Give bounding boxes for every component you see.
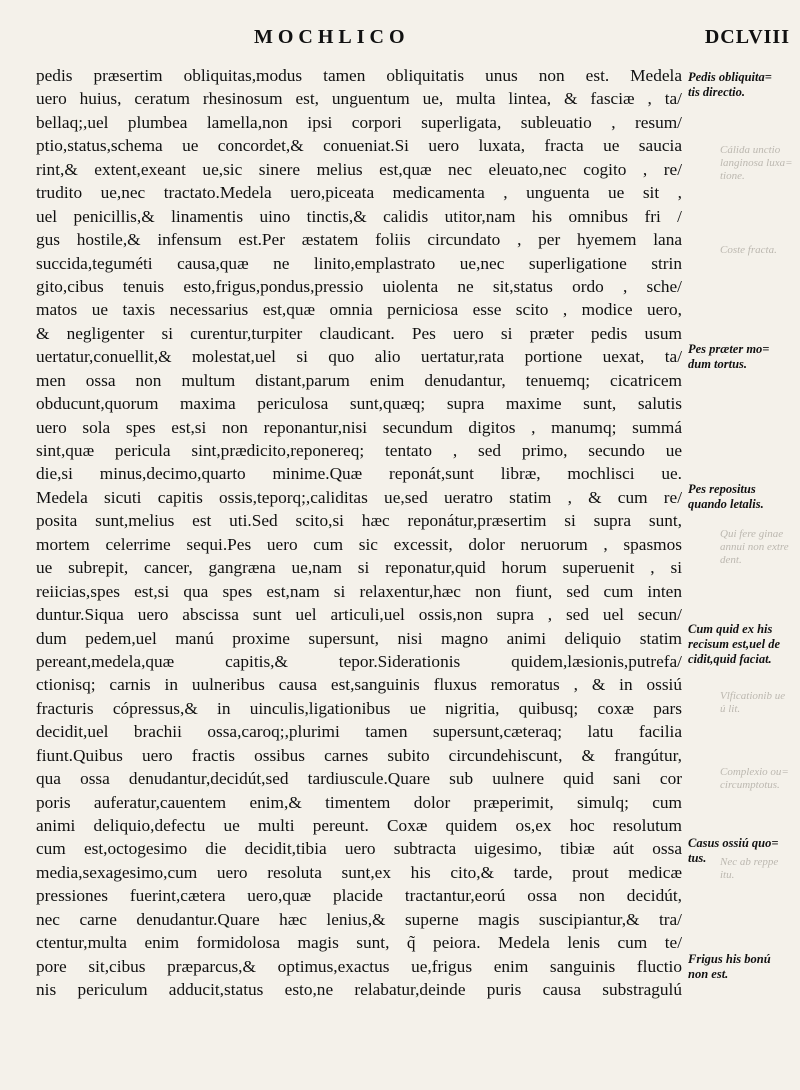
margin-note-foot-twisted: Pes præter mo= dum tortus. xyxy=(688,342,770,371)
text-line: sint,quæ pericula sint,prædicito,reponereq; tentato , sed primo, secundo ue xyxy=(36,441,682,460)
text-line: uertatur,conuellit,& molestat,uel si quo alio uertatur,rata portione uexat, ta/ xyxy=(36,347,682,367)
text-line: obducunt,quorum maxima periculosa sunt,quæq; supra maxime sunt, salutis xyxy=(36,394,682,414)
text-line: pereant,medela,quæ capitis,& tepor.Siderationis quidem,læsionis,putrefa/ xyxy=(36,651,682,671)
text-line: men ossa non multum distant,parum enim denudantur, tenuemq; cicatricem xyxy=(36,370,682,390)
text-line: fiunt.Quibus uero fractis ossibus carnes subito circundehiscunt, & frangútur, xyxy=(36,745,682,765)
text-line: pressiones fuerint,cætera uero,quæ placide tractantur,eorú ossa non decidút, xyxy=(36,886,682,906)
text-line: ptio,status,schema ue concordet,& conueniat.Si uero luxata, fracta ue saucia xyxy=(36,136,682,156)
text-line: trudito ue,nec tractato.Medela uero,piceata medicamenta , unguenta ue sit , xyxy=(36,183,682,203)
faint-note-show-through: Complexio ou= circumptotus. xyxy=(720,766,789,791)
text-line: Medela sicuti capitis ossis,teporq;,caliditas ue,sed ueratro statim , & cum re/ xyxy=(36,487,682,507)
text-line: mortem celerrime sequi.Pes uero cum sic excessit, dolor neruorum , spasmos xyxy=(36,534,682,554)
text-line: media,sexagesimo,cum uero resoluta sunt,ex his cito,& tarde, prout medicæ xyxy=(36,862,682,882)
margin-note-bone-falling: Casus ossiú quo= tus. xyxy=(688,836,779,865)
text-line: reiicias,spes est,si qua spes est,nam si relaxentur,hæc non fiunt, sed cum inten xyxy=(36,581,682,601)
text-line: decidit,uel brachii ossa,caroq;,plurimi tamen supersunt,cæteraq; latu facilia xyxy=(36,722,682,742)
text-line: gus hostile,& infensum est.Per æstatem foliis circundato , per hyemem lana xyxy=(36,230,682,250)
text-line: posita sunt,melius est uti.Sed scito,si hæc reponátur,præsertim si supra sunt, xyxy=(36,511,682,531)
text-line: pedis præsertim obliquitas,modus tamen obliquitatis unus non est. Medela xyxy=(36,66,682,85)
text-line: fracturis cópressus,& in uinculis,ligationibus ue nigritia, quibusq; coxæ pars xyxy=(36,698,682,718)
margin-note-cold: Frigus his bonú non est. xyxy=(688,952,771,981)
faint-note-show-through: Coste fracta. xyxy=(720,244,777,256)
main-text-block xyxy=(36,64,682,1002)
text-line: bellaq;,uel plumbea lamella,non ipsi corpori superligata, subleuatio , resum/ xyxy=(36,112,682,132)
faint-note-show-through: Vlficationib ue ú lit. xyxy=(720,690,786,715)
text-line: poris auferatur,cauentem enim,& timentem dolor præperimit, simulq; cum xyxy=(36,792,682,812)
text-line: pore sit,cibus præparcus,& optimus,exactus ue,frigus enim sanguinis fluctio xyxy=(36,956,682,976)
text-line: matos ue taxis necessarius est,quæ omnia perniciosa esse scito , modice uero, xyxy=(36,300,682,320)
margin-note-obliquity: Pedis obliquita= tis directio. xyxy=(688,70,772,99)
folio-number: DCLVIII xyxy=(704,26,790,48)
text-line: nec carne denudantur.Quare hæc lenius,& superne magis suscipiantur,& tra/ xyxy=(36,909,682,929)
text-line: animi deliquio,defectu ue multi pereunt. Coxæ quidem os,ex hoc resolutum xyxy=(36,816,682,835)
text-line: die,si minus,decimo,quarto minime.Quæ reponát,sunt libræ, mochlisci ue. xyxy=(36,464,682,484)
text-line: rint,& extent,exeant ue,sic sinere melius est,quæ nec eleuato,nec cogito , re/ xyxy=(36,159,682,179)
text-line: gito,cibus tenuis esto,frigus,pondus,pressio uiolenta ne sit,status ordo , sche/ xyxy=(36,276,682,296)
text-line: qua ossa denudantur,decidút,sed tardiuscule.Quare sub uulnere quid sani cor xyxy=(36,769,682,789)
faint-note-show-through: Qui fere ginae annui non extre dent. xyxy=(720,528,789,566)
text-line: ctionisq; carnis in uulneribus causa est,sanguinis fluxus remoratus , & in ossiú xyxy=(36,675,682,695)
text-line: ue subrepit, cancer, gangræna ue,nam si reponatur,quid horum superuenit , si xyxy=(36,558,682,578)
text-line: uero huius, ceratum rhesinosum est, unguentum ue, multa lintea, & fasciæ , ta/ xyxy=(36,89,682,109)
margin-note-cut-off: Cum quid ex his recisum est,uel de cidit,quid faciat. xyxy=(688,622,781,666)
text-line: dum pedem,uel manú proxime supersunt, nisi magno animi deliquio statim xyxy=(36,628,682,648)
text-line: nis periculum adducit,status esto,ne relabatur,deinde puris causa substragulú xyxy=(36,980,682,1000)
text-line: uero sola spes est,si non reponantur,nisi secundum digitos , manumq; summá xyxy=(36,417,682,437)
text-line: cum est,octogesimo die decidit,tibia uero subtracta uigesimo, tibiæ aút ossa xyxy=(36,839,682,859)
text-line: ctentur,multa enim formidolosa magis sunt, q̃ peiora. Medela lenis cum te/ xyxy=(36,933,682,953)
margin-note-foot-replaced: Pes repositus quando letalis. xyxy=(688,482,764,511)
faint-note-show-through: Nec ab reppe itu. xyxy=(720,856,779,881)
text-line: uel penicillis,& linamentis uino tinctis,& calidis utitor,nam his omnibus fri / xyxy=(36,206,682,226)
faint-note-show-through: Cálida unctio langinosa luxa= tione. xyxy=(720,144,793,182)
text-line: succida,teguméti causa,quæ ne linito,emplastrato ue,nec superligatione strin xyxy=(36,253,682,273)
running-head: MOCHLICO xyxy=(254,26,410,48)
text-line: duntur.Siqua uero abscissa sunt uel articuli,uel ossis,non supra , sed uel secun/ xyxy=(36,605,682,625)
text-line: & negligenter si curentur,turpiter claudicant. Pes uero si præter pedis usum xyxy=(36,323,682,343)
